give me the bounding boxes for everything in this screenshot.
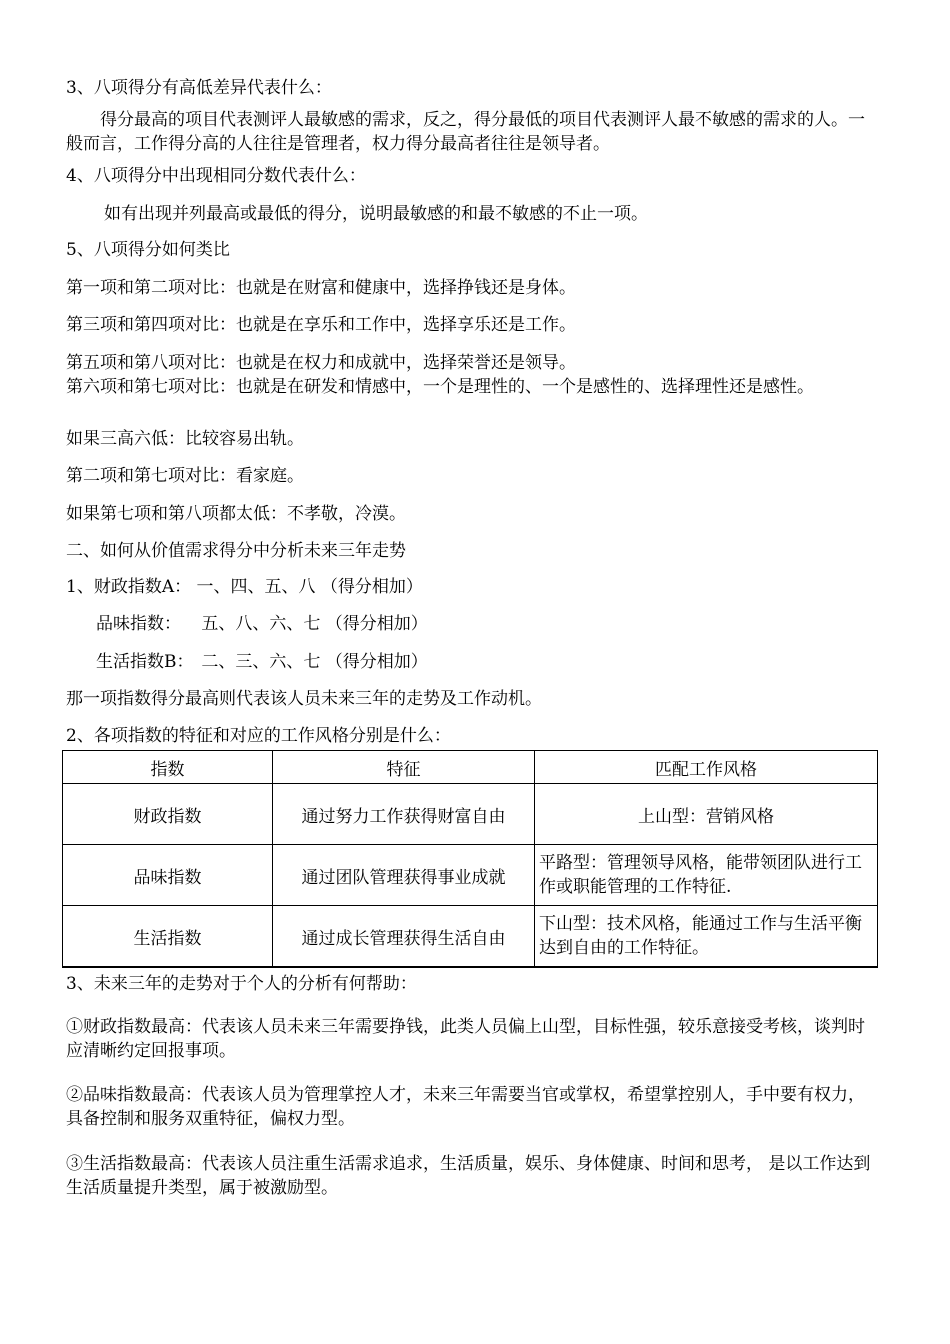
cell-index: 品味指数 bbox=[63, 845, 273, 906]
note-line-2: 如果第七项和第八项都太低：不孝敬，冷漠。 bbox=[66, 504, 406, 524]
cell-work-style: 平路型：管理领导风格，能带领团队进行工作或职能管理的工作特征. bbox=[535, 845, 878, 906]
table-row bbox=[63, 845, 878, 906]
header-work-style: 匹配工作风格 bbox=[535, 751, 878, 784]
compare-line-5: 第二项和第七项对比：看家庭。 bbox=[66, 466, 304, 486]
section-4-body: 如有出现并列最高或最低的得分，说明最敏感的和最不敏感的不止一项。 bbox=[104, 204, 648, 224]
analysis-item-3: ③生活指数最高：代表该人员注重生活需求追求，生活质量，娱乐、身体健康、时间和思考， 是以工作达到生活质量提升类型，属于被激励型。 bbox=[66, 1154, 871, 1198]
cell-index: 生活指数 bbox=[63, 906, 273, 968]
taste-index-value: 五、八、六、七 （得分相加） bbox=[201, 614, 428, 634]
section-5-title: 5、八项得分如何类比 bbox=[66, 240, 230, 260]
taste-index-line bbox=[96, 612, 428, 636]
header-feature: 特征 bbox=[273, 751, 535, 784]
part-3-title: 3、未来三年的走势对于个人的分析有何帮助： bbox=[66, 974, 417, 994]
index-a-line bbox=[66, 575, 423, 599]
index-a-label: 1、财政指数A： bbox=[66, 577, 192, 597]
taste-index-label: 品味指数： bbox=[96, 614, 181, 634]
table-header-row bbox=[63, 751, 878, 784]
compare-line-1: 第一项和第二项对比：也就是在财富和健康中，选择挣钱还是身体。 bbox=[66, 278, 576, 298]
cell-feature: 通过成长管理获得生活自由 bbox=[273, 906, 535, 968]
cell-feature: 通过努力工作获得财富自由 bbox=[273, 784, 535, 845]
table-row bbox=[63, 906, 878, 968]
analysis-item-1: ①财政指数最高：代表该人员未来三年需要挣钱，此类人员偏上山型，目标性强，较乐意接受考核，谈判时应清晰约定回报事项。 bbox=[66, 1017, 865, 1061]
index-b-label: 生活指数B： bbox=[96, 652, 194, 672]
compare-line-3: 第五项和第八项对比：也就是在权力和成就中，选择荣誉还是领导。 bbox=[66, 353, 576, 373]
index-b-line bbox=[96, 650, 428, 674]
index-a-value: 一、四、五、八 （得分相加） bbox=[196, 577, 423, 597]
index-style-table bbox=[62, 750, 878, 968]
compare-line-4: 第六项和第七项对比：也就是在研发和情感中，一个是理性的、一个是感性的、选择理性还是感性。 bbox=[66, 377, 814, 397]
analysis-item-2: ②品味指数最高：代表该人员为管理掌控人才，未来三年需要当官或掌权，希望掌控别人，手中要有权力，具备控制和服务双重特征，偏权力型。 bbox=[66, 1085, 865, 1129]
header-index: 指数 bbox=[63, 751, 273, 784]
section-4-title: 4、八项得分中出现相同分数代表什么： bbox=[66, 166, 366, 186]
note-line-1: 如果三高六低：比较容易出轨。 bbox=[66, 429, 304, 449]
index-conclusion: 那一项指数得分最高则代表该人员未来三年的走势及工作动机。 bbox=[66, 689, 542, 709]
compare-line-2: 第三项和第四项对比：也就是在享乐和工作中，选择享乐还是工作。 bbox=[66, 315, 576, 335]
cell-work-style: 下山型：技术风格，能通过工作与生活平衡达到自由的工作特征。 bbox=[535, 906, 878, 968]
table-row bbox=[63, 784, 878, 845]
index-b-value: 二、三、六、七 （得分相加） bbox=[201, 652, 428, 672]
part-2-title: 二、如何从价值需求得分中分析未来三年走势 bbox=[66, 541, 406, 561]
cell-work-style: 上山型：营销风格 bbox=[535, 784, 878, 845]
cell-feature: 通过团队管理获得事业成就 bbox=[273, 845, 535, 906]
table-intro: 2、各项指数的特征和对应的工作风格分别是什么： bbox=[66, 726, 451, 746]
section-3-body: 得分最高的项目代表测评人最敏感的需求，反之，得分最低的项目代表测评人最不敏感的需求的人。一般而言，工作得分高的人往往是管理者，权力得分最高者往往是领导者。 bbox=[66, 110, 865, 154]
section-3-title: 3、八项得分有高低差异代表什么： bbox=[66, 78, 332, 98]
cell-index: 财政指数 bbox=[63, 784, 273, 845]
